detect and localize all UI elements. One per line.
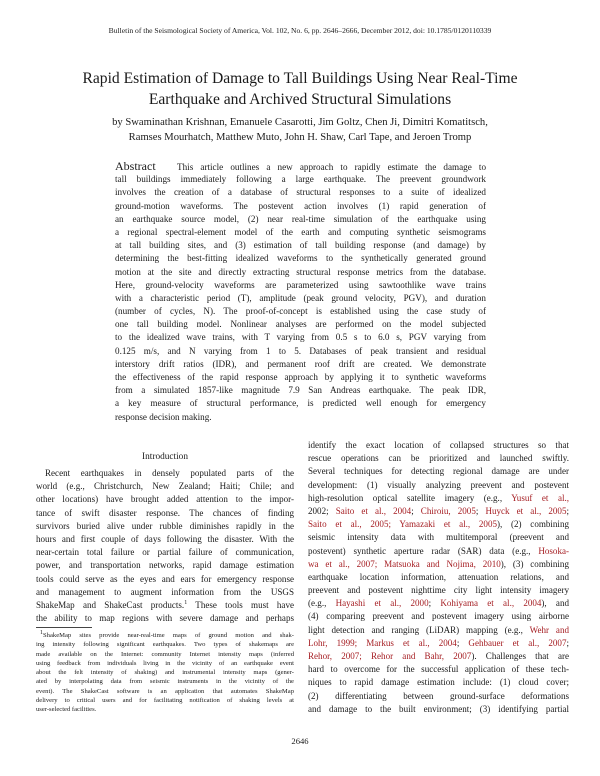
citation-link[interactable]: Saito et al., 2005; (308, 519, 400, 530)
text-line (308, 650, 569, 663)
abstract-line: response decision making. (115, 411, 212, 422)
text-line: the ability to map regions with severe damage and perhaps (36, 613, 294, 624)
abstract-label: Abstract (115, 159, 156, 173)
abstract-line: an earthquake source model, (2) near real-time simulation of the earthquake using (115, 213, 486, 224)
text-fragment: postevent) synthetic aperture radar (SAR) data (e.g., (308, 545, 539, 556)
footnote-marker[interactable]: 1 (184, 599, 188, 606)
text-line (308, 558, 569, 571)
text-fragment: ), (2) combining (497, 519, 569, 530)
text-line: Several techniques for detecting regional damage are under (308, 466, 569, 477)
citation-link[interactable]: Huyck et al., 2005 (485, 505, 567, 516)
section-heading-introduction: Introduction (142, 452, 188, 462)
footnote-divider (36, 627, 92, 628)
citation-link[interactable]: Markus et al., 2004 (366, 637, 457, 648)
abstract-line: tall buildings immediately following a large earthquake. The preevent groundwork (115, 174, 486, 185)
citation-link[interactable]: Gehbauer et al., 2007 (468, 637, 567, 648)
text-line (308, 545, 569, 558)
text-fragment: ShakeMap sites provide near-real-time maps of ground motion and shak- (43, 632, 294, 639)
text-line: development: (1) visually analyzing preevent and postevent (308, 479, 569, 490)
text-line: 2002; Saito et al., 2004; Chiroiu, 2005; Huyck et al., 2005; (308, 505, 569, 516)
abstract-line: one tall building model. Nonlinear analyses are performed on the model subjected (115, 319, 486, 330)
text-fragment: ShakeMap and ShakeCast products. (36, 599, 185, 610)
text-line: other locations) have brought added attention to the impor- (36, 494, 294, 505)
citation-link[interactable]: Yamazaki et al., 2005 (399, 519, 498, 530)
citation-link[interactable]: wa et al., 2007; (308, 558, 385, 569)
citation-link[interactable]: Kohiyama et al., 2004 (440, 598, 542, 609)
abstract-line: (number of cycles, N). The proof-of-concept is established using the case study of (115, 306, 486, 317)
citation-link[interactable]: Rehor, 2007; (308, 651, 371, 661)
right-column (308, 439, 569, 716)
text-line: power, and transportation networks, rapid damage estimation (36, 560, 294, 571)
footnote-line: ing intensity following significant earthquakes. Two types of shakemaps are (36, 641, 294, 649)
text-line: seismic intensity data with multitemporal (preevent and (308, 532, 569, 543)
footnote-number: 1 (40, 629, 43, 636)
text-line: (2) differentiating between ground-surface deformations (308, 690, 569, 701)
text-line: tools could serve as the eyes and ears for emergency response (36, 573, 294, 584)
abstract-line: the effectiveness of the rapid response approach by applying it to synthetic waveforms (115, 372, 486, 382)
footnote-line: made available on the Internet: community Internet intensity maps (inferred (36, 650, 294, 658)
abstract-line: with a characteristic period (T), amplitude (peak ground velocity, PGV), and duration (115, 292, 486, 303)
citation-link[interactable]: Saito et al., 2004 (335, 505, 412, 516)
citation-link[interactable]: Rehor and Bahr, 2007 (371, 651, 472, 661)
abstract-line: at tall building sites, and (3) estimation of tall building response (and damage) by (115, 240, 486, 251)
abstract-line: motion at the site and directly extracting structural response metrics from the database. (115, 266, 486, 277)
text-line: survivors buried alive under rubble diminishes rapidly in the (36, 520, 294, 531)
citation-link[interactable]: Matsuoka and Nojima, 2010 (384, 558, 501, 569)
citation-link[interactable]: Chiroiu, 2005 (420, 505, 476, 516)
text-line (308, 624, 569, 637)
text-fragment: ), and (541, 598, 569, 609)
citation-link[interactable]: Wehr and (529, 624, 569, 635)
text-fragment: (e.g., (308, 598, 336, 609)
citation-link[interactable]: Lohr, 1999; (308, 637, 367, 648)
text-fragment: light detection and ranging (LiDAR) mapping (e.g., (308, 624, 530, 635)
abstract-line: from a simulated 1857-like magnitude 7.9 San Andreas earthquake. The peak IDR, (115, 385, 486, 396)
text-line (36, 599, 294, 612)
abstract-line: involves the creation of a database of structural responses to a suite of idealized (115, 187, 486, 198)
text-line: world (e.g., Christchurch, New Zealand; Haiti; Chile; and (36, 481, 294, 492)
abstract-line: to the idealized wave trains, with T varying from 0.5 s to 6.0 s, PGV varying from (115, 332, 486, 343)
text-fragment: ), (3) combining (500, 558, 569, 569)
text-line (308, 518, 569, 531)
text-line: earthquake location information, attenuation relations, and (308, 571, 569, 582)
text-line: tance of swift disaster response. The chances of finding (36, 507, 294, 518)
text-line: and management to augment information from the USGS (36, 586, 294, 597)
footnote-line: about the felt intensity of shaking) and instrumental intensity maps (gener- (36, 669, 294, 677)
author-list (70, 115, 530, 145)
footnote-line: event). The ShakeCast software is an application that automates ShakeMap (36, 687, 294, 695)
text-line: and damage to the built environment; (3) identifying partial (308, 703, 569, 714)
text-line (308, 492, 569, 505)
footnote-line: using feedback from individuals living in the vicinity of an earthquake event (36, 659, 294, 667)
authors-line-1: by Swaminathan Krishnan, Emanuele Casarotti, Jim Goltz, Chen Ji, Dimitri Komatitsch, (112, 117, 488, 128)
text-fragment: 2002; (308, 505, 336, 516)
text-fragment: ). Challenges that are (471, 651, 569, 661)
abstract-line: Here, ground-velocity waveforms are parameterized using sawtoothlike wave trains (115, 279, 486, 290)
abstract-first-line (115, 160, 486, 173)
text-line: Recent earthquakes in densely populated parts of the (45, 468, 294, 478)
text-line: hours and first couple of days following the disaster. With the (36, 533, 294, 544)
abstract-line: a regional spectral-element model of the earth and computing synthetic seismograms (115, 226, 486, 237)
article-title (40, 68, 560, 110)
title-line-1: Rapid Estimation of Damage to Tall Buildings Using Near Real-Time (82, 70, 518, 87)
text-line: (4) comparing preevent and postevent imagery using airborne (308, 611, 569, 622)
text-line: hard to overcome for the successful application of these tech- (308, 664, 569, 675)
footnote-line: user-selected facilities. (36, 706, 97, 714)
text-line: near-certain total failure or partial failure of communication, (36, 547, 294, 558)
abstract-line: determining the best-fitting idealized waveforms to the synthetically generated ground (115, 253, 486, 264)
authors-line-2: Ramses Mourhatch, Matthew Muto, John H. Shaw, Carl Tape, and Jeroen Tromp (128, 132, 472, 143)
text-fragment: These tools must have (187, 599, 294, 610)
title-line-2: Earthquake and Archived Structural Simulations (148, 91, 452, 108)
citation-link[interactable]: Hosoka- (538, 545, 569, 556)
abstract-first-text: This article outlines a new approach to rapidly estimate the damage to (177, 162, 487, 172)
citation-link[interactable]: Yusuf et al., (511, 492, 570, 503)
abstract-line: 0.125 m/s, and N varying from 1 to 5. Databases of peak transient and residual (115, 345, 486, 356)
page-number: 2646 (291, 736, 309, 746)
journal-header: Bulletin of the Seismological Society of America, Vol. 102, No. 6, pp. 2646–2666, December 2012, doi: 10.1785/0120110339 (108, 26, 492, 35)
footnote-line: ated by interpolating data from seismic instruments in the vicinity of the (36, 678, 294, 686)
text-line: (e.g., Hayashi et al., 2000; Kohiyama et al., 2004), and (308, 598, 569, 609)
text-line: Lohr, 1999; Markus et al., 2004; Gehbauer et al., 2007; (308, 637, 569, 648)
text-fragment: high-resolution optical satellite imagery (e.g., (308, 492, 512, 503)
abstract-line: ground-motion waveforms. The postevent action involves (1) rapid generation of (115, 200, 486, 211)
footnote-line (36, 631, 294, 640)
left-column (36, 467, 294, 625)
footnote (36, 631, 294, 715)
text-line: preevent and postevent nighttime city light intensity imagery (308, 585, 569, 596)
citation-link[interactable]: Hayashi et al., 2000 (335, 598, 429, 609)
text-line: niques to rapid damage estimation include: (1) cloud cover; (308, 677, 569, 688)
abstract-line: a key measure of structural performance, is predicted well enough for emergency (115, 398, 486, 409)
text-line: rescue operations can be prioritized and launched swiftly. (308, 453, 569, 464)
text-line: identify the exact location of collapsed structures so that (308, 440, 569, 450)
footnote-line: delivery to critical users and for facilitating notification of shaking levels at (36, 697, 294, 705)
abstract-line: interstory drift ratios (IDR), and permanent roof drift are created. We demonstrate (115, 358, 486, 369)
abstract (115, 160, 486, 424)
